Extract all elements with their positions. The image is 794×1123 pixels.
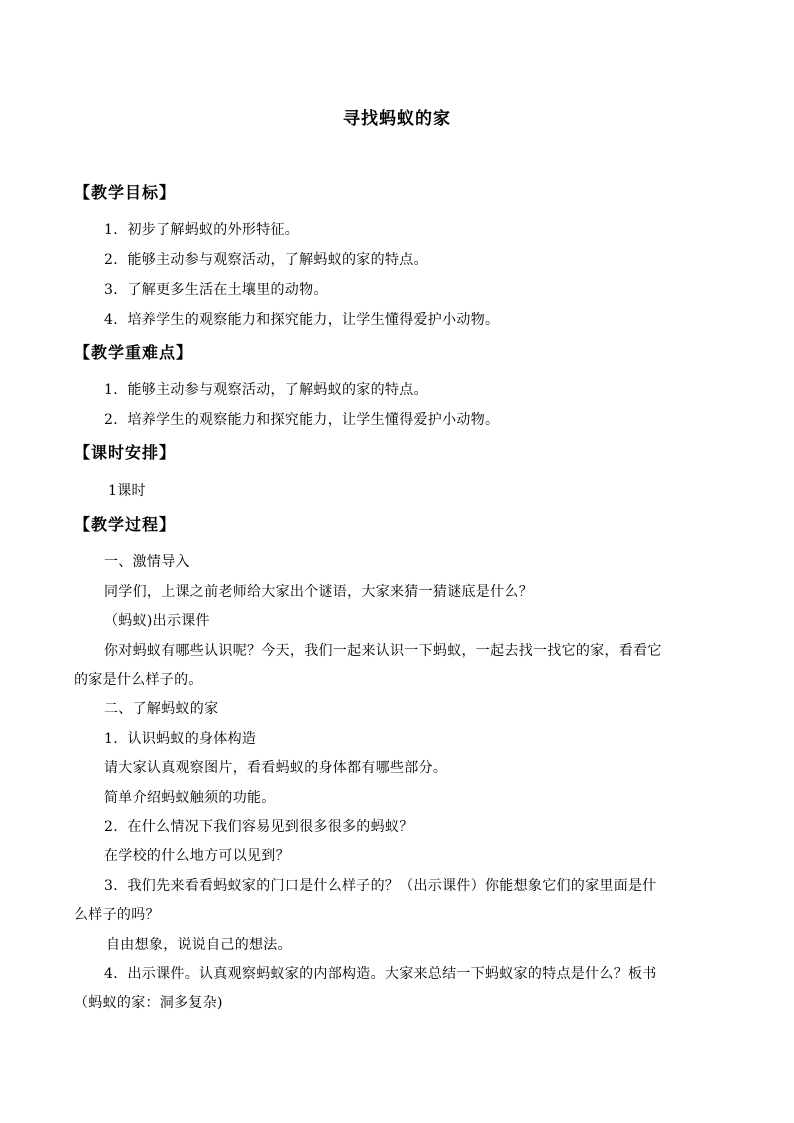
objective-item: 4．培养学生的观察能力和探究能力，让学生懂得爱护小动物。: [104, 312, 500, 328]
process-line: 你对蚂蚁有哪些认识呢？今天，我们一起来认识一下蚂蚁，一起去找一找它的家，看看它: [104, 643, 662, 659]
process-line: 二、了解蚂蚁的家: [104, 701, 219, 717]
process-line: 1．认识蚂蚁的身体构造: [104, 731, 257, 747]
key-point-item: 1．能够主动参与观察活动，了解蚂蚁的家的特点。: [104, 382, 428, 398]
section-heading-process: 【教学过程】: [74, 515, 177, 534]
process-line: 一、激情导入: [104, 554, 190, 570]
key-point-item: 2．培养学生的观察能力和探究能力，让学生懂得爱护小动物。: [104, 412, 500, 428]
objective-item: 1．初步了解蚂蚁的外形特征。: [104, 222, 300, 238]
process-line: （蚂蚁的家：洞多复杂): [74, 995, 223, 1011]
section-heading-key-points: 【教学重难点】: [74, 343, 194, 362]
schedule-text: 1课时: [108, 483, 146, 499]
process-line: 同学们，上课之前老师给大家出个谜语，大家来猜一猜谜底是什么？: [104, 584, 533, 600]
process-line: 4．出示课件。认真观察蚂蚁家的内部构造。大家来总结一下蚂蚁家的特点是什么？板书: [104, 966, 657, 982]
objective-item: 2．能够主动参与观察活动，了解蚂蚁的家的特点。: [104, 252, 428, 268]
process-line: （蚂蚁)出示课件: [104, 613, 210, 629]
process-line: 3．我们先来看看蚂蚁家的门口是什么样子的？（出示课件）你能想象它们的家里面是什: [104, 878, 657, 894]
document-title: 寻找蚂蚁的家: [343, 109, 451, 129]
section-heading-schedule: 【课时安排】: [74, 443, 177, 462]
section-heading-objectives: 【教学目标】: [74, 183, 177, 202]
process-line: 自由想象，说说自己的想法。: [106, 937, 292, 953]
process-line: 请大家认真观察图片，看看蚂蚁的身体都有哪些部分。: [104, 760, 448, 776]
process-line: 简单介绍蚂蚁触须的功能。: [104, 790, 276, 806]
process-line: 的家是什么样子的。: [74, 672, 203, 688]
process-line: 2．在什么情况下我们容易见到很多很多的蚂蚁？: [104, 819, 414, 835]
process-line: 么样子的吗？: [74, 907, 160, 923]
objective-item: 3．了解更多生活在土壤里的动物。: [104, 282, 328, 298]
process-line: 在学校的什么地方可以见到？: [104, 848, 290, 864]
